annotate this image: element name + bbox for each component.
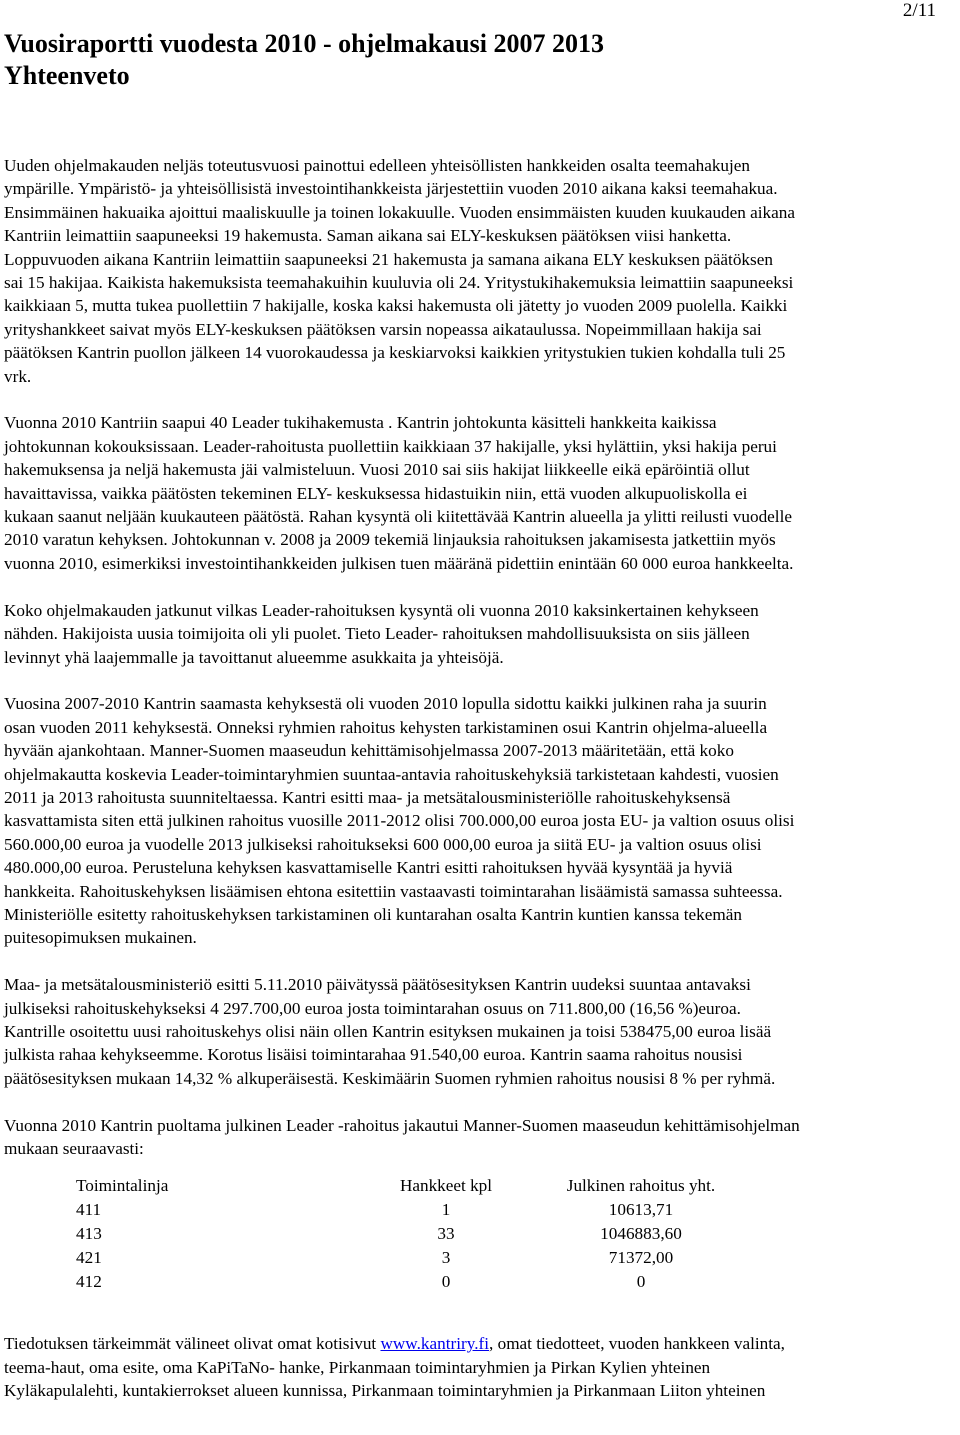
closing-text-after-link: , omat tiedotteet, vuoden hankkeen valinta,	[489, 1334, 785, 1354]
text-line: nähden. Hakijoista uusia toimijoita oli yli puolet. Tieto Leader- rahoituksen mahdollisuuksista on siis jälleen	[4, 624, 750, 644]
text-line: vrk.	[4, 366, 32, 386]
paragraph-2	[4, 411, 956, 575]
text-line	[4, 1332, 956, 1355]
text-line: yrityshankkeet saivat myös ELY-keskuksen päätöksen varsin nopeassa aikataulussa. Nopeimmillaan hakija sai	[4, 319, 762, 339]
table-cell: 0	[441, 1272, 451, 1292]
text-line: Uuden ohjelmakauden neljäs toteutusvuosi painottui edelleen yhteisöllisten hankkeiden osalta teemahakujen	[4, 156, 751, 175]
text-line: julkiseksi rahoituskehykseksi 4 297.700,00 euroa josta toimintarahan osuus on 711.800,00 (16,56 %)euroa.	[4, 998, 741, 1018]
table-cell: 10613,71	[608, 1200, 674, 1220]
column-header: Hankkeet kpl	[399, 1176, 493, 1196]
table-cell: 33	[437, 1224, 455, 1244]
table-cell: 0	[636, 1272, 646, 1292]
text-line: Vuosina 2007-2010 Kantrin saamasta kehyksestä oli vuoden 2010 lopulla sidottu kaikki julkinen raha ja suurin	[4, 694, 767, 714]
table-cell: 1	[441, 1200, 451, 1220]
funding-table	[4, 1174, 776, 1294]
page-number: 2/11	[902, 0, 936, 21]
text-line: Koko ohjelmakauden jatkunut vilkas Leader-rahoituksen kysyntä oli vuonna 2010 kaksinkertainen kehykseen	[4, 600, 759, 620]
report-body	[4, 154, 956, 1426]
text-line: 2011 ja 2013 rahoitusta suunniteltaessa. Kantri esitti maa- ja metsätalousministeriölle rahoituskehyksensä	[4, 787, 731, 807]
text-line: levinnyt yhä laajemmalle ja tavoittanut alueemme asukkaita ja yhteisöjä.	[4, 647, 504, 667]
paragraph-5	[4, 973, 956, 1090]
text-line: hakemuksensa ja neljä hakemusta jäi valmisteluun. Vuosi 2010 sai siis hakijat liikkeelle eikä epäröintiä ollut	[4, 460, 750, 480]
table-header-row	[4, 1174, 776, 1198]
text-line: hyvään ajankohtaan. Manner-Suomen maaseudun kehittämisohjelmassa 2007-2013 määritetään, että koko	[4, 741, 734, 761]
closing-text-before-link: Tiedotuksen tärkeimmät välineet olivat omat kotisivut	[4, 1334, 381, 1354]
text-line: ympärille. Ympäristö- ja yhteisöllisistä investointihankkeista järjestettiin vuoden 2010 aikana kaksi teemahakua.	[4, 179, 778, 199]
closing-paragraph	[4, 1332, 956, 1402]
paragraph-3	[4, 599, 956, 669]
text-line: Kyläkapulalehti, kuntakierrokset alueen kunnissa, Pirkanmaan toimintaryhmien ja Pirkanmaan Liiton yhteinen	[4, 1381, 766, 1401]
table-row	[4, 1198, 776, 1222]
table-cell: 412	[76, 1272, 102, 1292]
text-line: teema-haut, oma esite, oma KaPiTaNo- hanke, Pirkanmaan toimintaryhmien ja Pirkan Kylien yhteinen	[4, 1357, 711, 1377]
text-line: 2010 varatun kehyksen. Johtokunnan v. 2008 ja 2009 tekemiä linjauksia rahoituksen jakamisesta jatkettiin myös	[4, 530, 776, 550]
text-line: Vuonna 2010 Kantrin puoltama julkinen Leader -rahoitus jakautui Manner-Suomen maaseudun kehittämisohjelman	[4, 1115, 800, 1135]
text-line: puitesopimuksen mukainen.	[4, 928, 197, 948]
table-row	[4, 1222, 776, 1246]
table-row	[4, 1246, 776, 1270]
text-line: kaikkiaan 5, mutta tukea puollettiin 7 hakijalle, koska kaksi hakemusta oli jätetty jo vuoden 2009 puolella. Kaikki	[4, 296, 788, 316]
text-line: vuonna 2010, esimerkiksi investointihankkeiden julkisen tuen määränä pidettiin enintään 60 000 euroa hankkeelta.	[4, 553, 794, 573]
text-line: johtokunnan kokouksissaan. Leader-rahoitusta puollettiin kaikkiaan 37 hakijalle, yksi hylättiin, yksi hakija perui	[4, 436, 777, 456]
paragraph-1	[4, 154, 956, 388]
text-line: Maa- ja metsätalousministeriö esitti 5.11.2010 päivätyssä päätösesityksen Kantrin uudeksi suuntaa antavaksi	[4, 975, 751, 995]
table-cell: 3	[441, 1248, 451, 1268]
table-cell: 411	[76, 1200, 102, 1220]
title-line-2: Yhteenveto	[4, 61, 130, 90]
text-line: osan vuoden 2011 kehyksestä. Onneksi ryhmien rahoitus kehysten tarkistaminen osui Kantrin ohjelma-alueella	[4, 717, 768, 737]
text-line: Loppuvuoden aikana Kantriin leimattiin saapuneeksi 21 hakemusta ja samana aikana ELY keskuksen päätöksen	[4, 249, 773, 269]
text-line: havaittavissa, vaikka päätösten tekeminen ELY- keskuksessa hidastuikin niin, että vuoden alkupuoliskolla ei	[4, 483, 748, 503]
table-cell: 421	[76, 1248, 102, 1268]
paragraph-6	[4, 1114, 956, 1161]
text-line: mukaan seuraavasti:	[4, 1138, 144, 1158]
text-line: julkista rahaa kehykseemme. Korotus lisäisi toimintarahaa 91.540,00 euroa. Kantrin saama rahoitus nousisi	[4, 1045, 743, 1065]
table-cell: 413	[76, 1224, 102, 1244]
table-cell: 1046883,60	[600, 1224, 682, 1244]
text-line: Kantrille osoitettu uusi rahoituskehys olisi näin ollen Kantrin esityksen mukainen ja toisi 538475,00 euroa lisää	[4, 1021, 772, 1041]
page-title	[4, 28, 944, 92]
text-line: 560.000,00 euroa ja vuodelle 2013 julkiseksi rahoitukseksi 600 000,00 euroa ja siitä EU- ja valtion osuus olisi	[4, 834, 762, 854]
text-line: sai 15 hakijaa. Kaikista hakemuksista teemahakuihin kuuluvia oli 24. Yritystukihakemuksia leimattiin saapuneeksi	[4, 273, 794, 293]
text-line: 480.000,00 euroa. Perusteluna kehyksen kasvattamiselle Kantri esitti rahoituksen hyvää kysyntää ja hyviä	[4, 858, 733, 878]
text-line: hankkeita. Rahoituskehyksen lisäämisen ehtona esitettiin vastaavasti toimintarahan lisäämistä samassa suhteessa.	[4, 881, 783, 901]
text-line: Vuonna 2010 Kantriin saapui 40 Leader tukihakemusta . Kantrin johtokunta käsitteli hankkeita kaikissa	[4, 413, 717, 433]
text-line: Ministeriölle esitetty rahoituskehyksen tarkistaminen oli kuntarahan osalta Kantrin kuntien kanssa tekemän	[4, 904, 742, 924]
paragraph-4	[4, 692, 956, 949]
text-line: kasvattamista siten että julkinen rahoitus vuosille 2011-2012 olisi 700.000,00 euroa josta EU- ja valtion osuus olisi	[4, 811, 795, 831]
website-link[interactable]: www.kantriry.fi	[380, 1334, 489, 1354]
table-row	[4, 1270, 776, 1294]
text-line: Kantriin leimattiin saapuneeksi 19 hakemusta. Saman aikana sai ELY-keskuksen päätöksen viisi hanketta.	[4, 226, 732, 246]
text-line: päätöksen Kantrin puollon jälkeen 14 vuorokaudessa ja keskiarvoksi kaikkien yritystukien tukien kohdalla tuli 25	[4, 343, 786, 363]
title-line-1: Vuosiraportti vuodesta 2010 - ohjelmakausi 2007 2013	[4, 29, 604, 58]
column-header: Julkinen rahoitus yht.	[566, 1176, 716, 1196]
table-cell: 71372,00	[608, 1248, 674, 1268]
column-header: Toimintalinja	[76, 1176, 169, 1196]
text-line: ohjelmakautta koskevia Leader-toimintaryhmien suuntaa-antavia rahoituskehyksiä tarkistetaan kahdesti, vuosien	[4, 764, 779, 784]
text-line: Ensimmäinen hakuaika ajoittui maaliskuulle ja toinen lokakuulle. Vuoden ensimmäisten kuuden kuukauden aikana	[4, 202, 795, 222]
text-line: kukaan saanut neljään kuukauteen päätöstä. Rahan kysyntä oli kiitettävää Kantrin alueella ja ylitti reilusti vuodelle	[4, 507, 792, 527]
text-line: päätösesityksen mukaan 14,32 % alkuperäisestä. Keskimäärin Suomen ryhmien rahoitus nousisi 8 % per ryhmä.	[4, 1068, 776, 1088]
